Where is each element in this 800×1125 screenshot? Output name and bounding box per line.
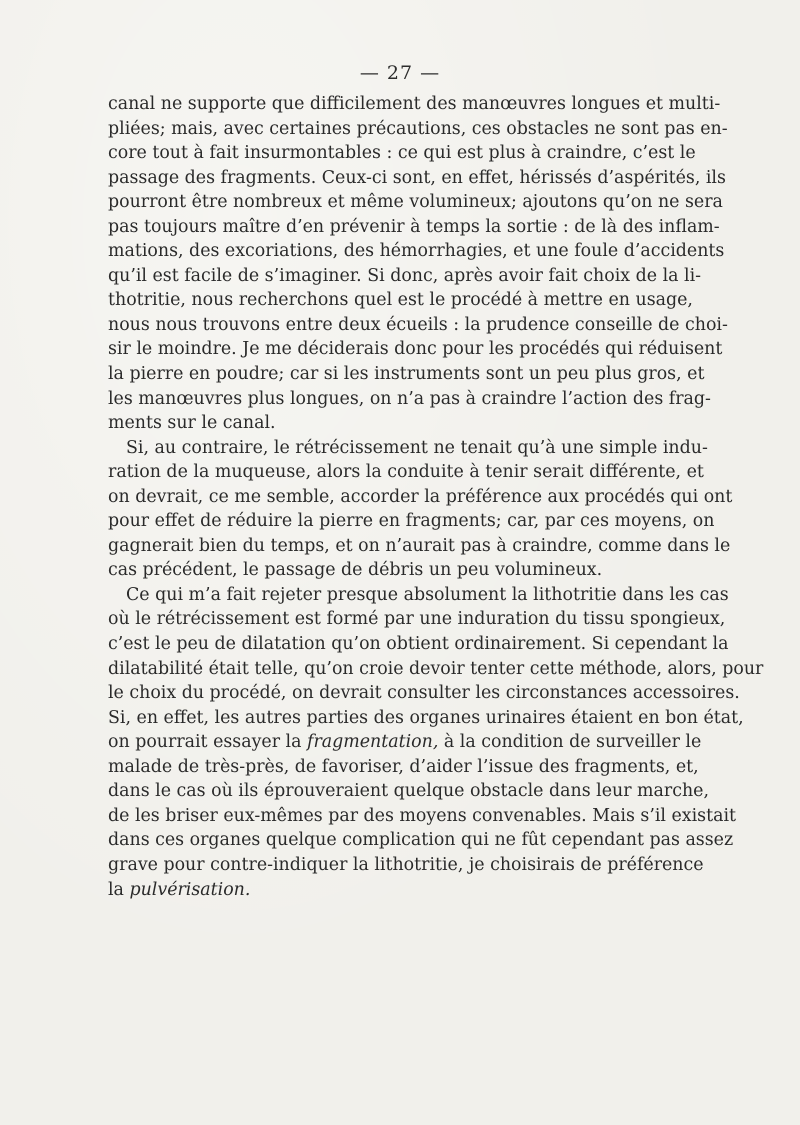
text-line: ments sur le canal.	[108, 413, 276, 434]
text-line: canal ne supporte que difficilement des manœuvres longues et multi-	[108, 94, 721, 114]
text-line: on devrait, ce me semble, accorder la préférence aux procédés qui ont	[108, 486, 733, 507]
text-segment: la	[108, 879, 124, 900]
text-line	[108, 878, 692, 903]
text-line: dilatabilité était telle, qu’on croie devoir tenter cette méthode, alors, pour	[108, 658, 764, 679]
text-line: thotritie, nous recherchons quel est le procédé à mettre en usage,	[108, 290, 693, 311]
text-line: nous nous trouvons entre deux écueils : la prudence conseille de choi-	[108, 314, 728, 335]
text-line: malade de très-près, de favoriser, d’aider l’issue des fragments, et,	[108, 756, 699, 777]
text-line: dans le cas où ils éprouveraient quelque obstacle dans leur marche,	[108, 781, 709, 802]
text-line: où le rétrécissement est formé par une induration du tissu spongieux,	[108, 609, 726, 630]
text-line: les manœuvres plus longues, on n’a pas à craindre l’action des frag-	[108, 388, 711, 409]
italic-term: fragmentation,	[307, 732, 439, 753]
text-line: pour effet de réduire la pierre en fragments; car, par ces moyens, on	[108, 511, 715, 532]
text-line: cas précédent, le passage de débris un peu volumineux.	[108, 560, 603, 581]
text-segment: on pourrait essayer la	[108, 732, 302, 753]
paragraph-start-line: Si, au contraire, le rétrécissement ne tenait qu’à une simple indu-	[126, 437, 708, 458]
body-text	[108, 92, 764, 902]
text-line: gagnerait bien du temps, et on n’aurait pas à craindre, comme dans le	[108, 535, 731, 556]
italic-term: pulvérisation.	[129, 879, 251, 900]
page-number: — 27 —	[359, 62, 441, 84]
text-line: pliées; mais, avec certaines précautions, ces obstacles ne sont pas en-	[108, 118, 728, 139]
text-line: pourront être nombreux et même volumineux; ajoutons qu’on ne sera	[108, 192, 723, 213]
text-line: grave pour contre-indiquer la lithotritie, je choisirais de préférence	[108, 854, 704, 875]
paragraph-start-line: Ce qui m’a fait rejeter presque absolument la lithotritie dans les cas	[126, 584, 729, 605]
text-line: ration de la muqueuse, alors la conduite à tenir serait différente, et	[108, 462, 704, 483]
text-line: la pierre en poudre; car si les instruments sont un peu plus gros, et	[108, 364, 705, 385]
text-line: core tout à fait insurmontables : ce qui est plus à craindre, c’est le	[108, 143, 696, 164]
text-line: dans ces organes quelque complication qui ne fût cependant pas assez	[108, 830, 734, 851]
text-segment: à la condition de surveiller le	[443, 732, 702, 753]
text-line: pas toujours maître d’en prévenir à temps la sortie : de là des inflam-	[108, 216, 720, 237]
text-line: de les briser eux-mêmes par des moyens convenables. Mais s’il existait	[108, 805, 737, 826]
text-line	[108, 730, 702, 755]
text-line: sir le moindre. Je me déciderais donc pour les procédés qui réduisent	[108, 339, 723, 360]
text-line: mations, des excoriations, des hémorrhagies, et une foule d’accidents	[108, 241, 725, 262]
text-line: c’est le peu de dilatation qu’on obtient ordinairement. Si cependant la	[108, 634, 729, 655]
text-line: Si, en effet, les autres parties des organes urinaires étaient en bon état,	[108, 707, 744, 728]
text-line: le choix du procédé, on devrait consulter les circonstances accessoires.	[108, 683, 740, 704]
text-line: qu’il est facile de s’imaginer. Si donc, après avoir fait choix de la li-	[108, 265, 702, 286]
text-line: passage des fragments. Ceux-ci sont, en effet, hérissés d’aspérités, ils	[108, 167, 726, 188]
